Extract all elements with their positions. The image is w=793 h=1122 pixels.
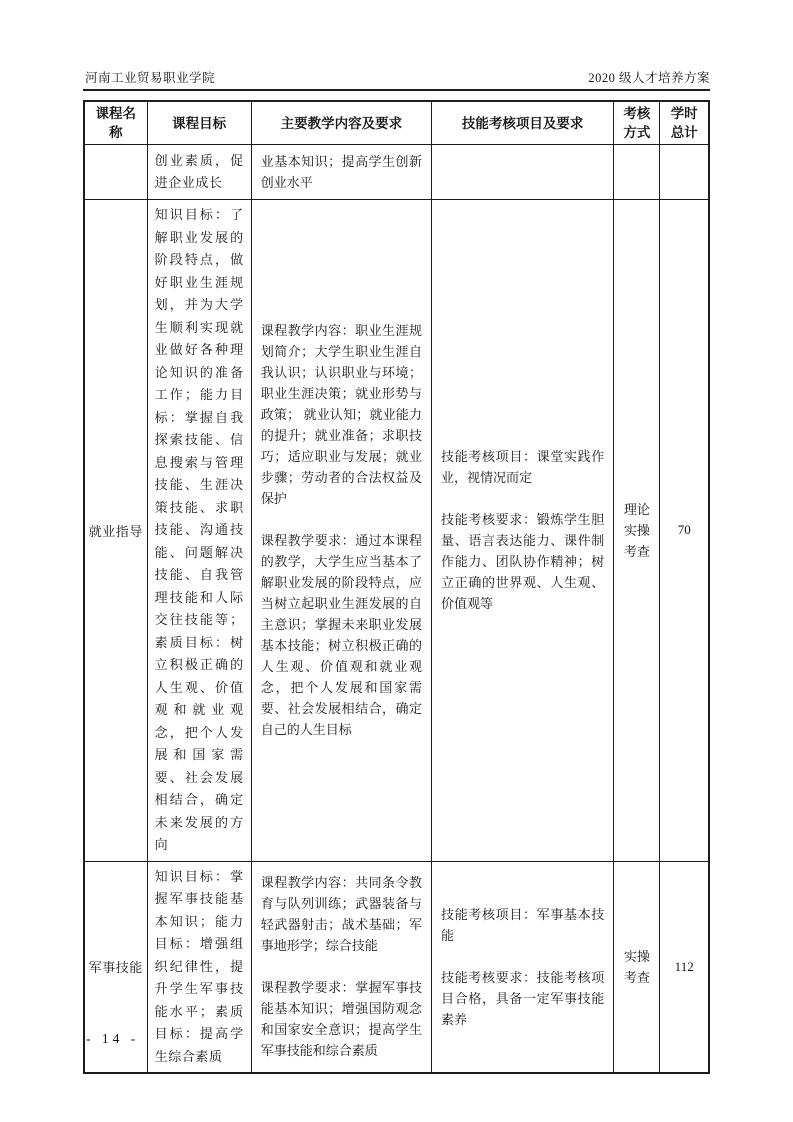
cell-method: 理论实操考查 [614,200,660,862]
cell-hours: 70 [660,200,709,862]
cell-assessment [432,145,614,200]
header-plan-title: 2020 级人才培养方案 [588,71,710,85]
content-paragraph: 课程教学要求：通过本课程的教学，大学生应当基本了解职业发展的阶段特点，应当树立起职业生涯发展的自主意识；掌握未来职业发展基本技能；树立积极正确的人生观、价值观和就业观念，把个人发展和国家需要、社会发展相结合，确定自己的人生目标 [260,533,423,738]
col-header-course-name: 课程名称 [84,101,147,145]
cell-course-name [84,145,147,200]
content-paragraph: 课程教学内容：共同条令教育与队列训练；武器装备与轻武器射击；战术基础；军事地形学；综合技能 [260,875,423,954]
cell-method: 实操考查 [614,861,660,1073]
curriculum-table [83,100,710,1074]
cell-assessment [432,861,614,1073]
col-header-total-hours: 学时总计 [660,101,709,145]
assessment-paragraph: 技能考核要求：锻炼学生胆量、语言表达能力、课件制作能力、团队协作精神；树立正确的世界观、人生观、价值观等 [441,512,605,612]
cell-content [251,861,431,1073]
assessment-paragraph: 技能考核项目：课堂实践作业，视情况而定 [441,449,605,486]
col-header-course-objectives: 课程目标 [147,101,251,145]
col-header-skill-assessment: 技能考核项目及要求 [432,101,614,145]
cell-course-name: 军事技能 [84,861,147,1073]
table-header-row [84,101,709,145]
col-header-teaching-content: 主要教学内容及要求 [251,101,431,145]
content-paragraph: 业基本知识；提高学生创新创业水平 [260,154,423,190]
header-institution: 河南工业贸易职业学院 [85,71,216,85]
content-paragraph: 课程教学内容：职业生涯规划简介；大学生职业生涯自我认识；认识职业与环境；职业生涯决策；就业形势与政策； 就业认知；就业能力的提升；就业准备；求职技巧；适应职业与发展；就业步骤；劳动者的合法权益及保护 [260,323,423,507]
cell-method [614,145,660,200]
table-row-military-skills [84,861,709,1073]
cell-hours [660,145,709,200]
content-paragraph: 课程教学要求：掌握军事技能基本知识；增强国防观念和国家安全意识；提高学生军事技能和综合素质 [260,980,423,1059]
page-number: - 14 - [86,1031,140,1046]
cell-content [251,145,431,200]
cell-course-name: 就业指导 [84,200,147,862]
header-rule [83,89,710,91]
cell-content [251,200,431,862]
cell-hours: 112 [660,861,709,1073]
cell-objectives: 创业素质，促进企业成长 [147,145,251,200]
col-header-assessment-method: 考核方式 [614,101,660,145]
cell-objectives: 知识目标：掌握军事技能基本知识；能力目标：增强组织纪律性，提升学生军事技能水平；素质目标：提高学生综合素质 [147,861,251,1073]
cell-assessment [432,200,614,862]
cell-objectives: 知识目标：了解职业发展的阶段特点，做好职业生涯规划，并为大学生顺利实现就业做好各种理论知识的准备工作；能力目标：掌握自我探索技能、信息搜索与管理技能、生涯决策技能、求职技能、沟通技能、问题解决技能、自我管理技能和人际交往技能等；素质目标：树立积极正确的人生观、价值观和就业观念，把个人发展和国家需要、社会发展相结合，确定未来发展的方向 [147,200,251,862]
assessment-paragraph: 技能考核项目：军事基本技能 [441,906,605,943]
table-row-employment-guidance [84,200,709,862]
table-row-continuation [84,145,709,200]
assessment-paragraph: 技能考核要求：技能考核项目合格，具备一定军事技能素养 [441,969,605,1027]
